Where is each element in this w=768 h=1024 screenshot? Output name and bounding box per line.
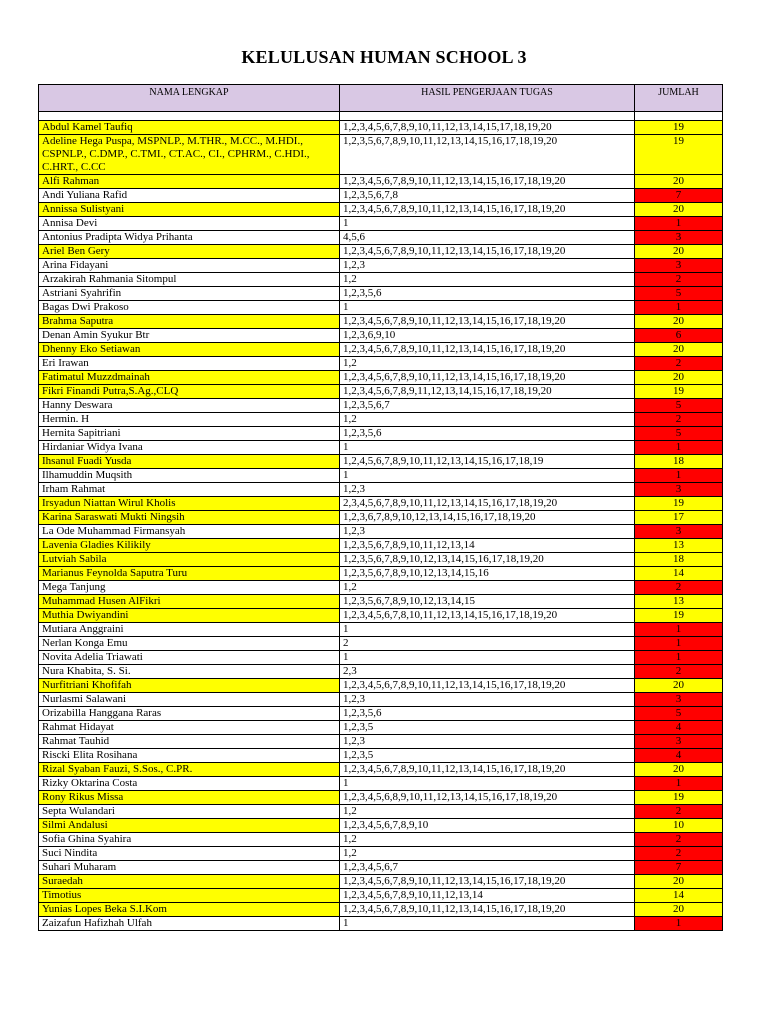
table-row [39,721,723,735]
cell-total: 2 [635,413,723,427]
cell-tasks: 1,2,3,4,5,6,7,8,9,10,11,12,13,14,15,16,17,18,19,20 [340,343,635,357]
cell-tasks: 1,2,3 [340,259,635,273]
cell-tasks: 1,2,3,5 [340,749,635,763]
cell-name: Antonius Pradipta Widya Prihanta [39,231,340,245]
cell-name: Denan Amin Syukur Btr [39,329,340,343]
cell-total: 19 [635,791,723,805]
cell-name: Muhammad Husen AlFikri [39,595,340,609]
cell-name: Ihsanul Fuadi Yusda [39,455,340,469]
cell-total: 1 [635,917,723,931]
cell-tasks: 1,2,3,4,5,6,7,8,9,10,11,12,13,14,15,16,17,18,19,20 [340,875,635,889]
cell-name: Sofia Ghina Syahira [39,833,340,847]
cell-total: 5 [635,399,723,413]
cell-total: 19 [635,121,723,135]
table-row [39,861,723,875]
cell-name: Lutviah Sabila [39,553,340,567]
results-table [38,84,723,931]
cell-tasks: 1 [340,623,635,637]
cell-total: 19 [635,609,723,623]
header-tasks: HASIL PENGERJAAN TUGAS [340,85,635,112]
cell-name: Rizal Syaban Fauzi, S.Sos., C.PR. [39,763,340,777]
cell-tasks: 1,2,3 [340,693,635,707]
cell-tasks: 1,2,3,4,5,6,7,8,9,10,11,12,13,14,15,16,17,18,19,20 [340,175,635,189]
cell-total: 1 [635,469,723,483]
table-row [39,385,723,399]
table-row [39,371,723,385]
cell-total: 19 [635,385,723,399]
cell-tasks: 1 [340,301,635,315]
table-row [39,679,723,693]
cell-name: Irsyadun Niattan Wirul Kholis [39,497,340,511]
table-row [39,623,723,637]
cell-name: Alfi Rahman [39,175,340,189]
table-row [39,875,723,889]
table-row [39,595,723,609]
cell-total: 20 [635,763,723,777]
cell-name: Fatimatul Muzzdmainah [39,371,340,385]
cell-total: 13 [635,539,723,553]
cell-tasks: 1,2,3,5,6,7,8,9,10,11,12,13,14,15,16,17,18,19,20 [340,135,635,175]
table-row [39,427,723,441]
cell-tasks: 1,2,3,4,5,6,7,8,9,10,11,12,13,14,15,17,18,19,20 [340,121,635,135]
cell-total: 1 [635,441,723,455]
cell-total: 20 [635,315,723,329]
cell-name: Abdul Kamel Taufiq [39,121,340,135]
cell-name: Novita Adelia Triawati [39,651,340,665]
table-row [39,217,723,231]
table-row [39,231,723,245]
spacer-row [39,112,723,121]
cell-name: Muthia Dwiyandini [39,609,340,623]
table-row [39,511,723,525]
cell-total: 2 [635,833,723,847]
cell-total: 1 [635,777,723,791]
cell-total: 20 [635,903,723,917]
cell-name: Arzakirah Rahmania Sitompul [39,273,340,287]
cell-tasks: 1,2,3,4,5,6,7 [340,861,635,875]
cell-name: Septa Wulandari [39,805,340,819]
cell-name: Eri Irawan [39,357,340,371]
cell-total: 20 [635,343,723,357]
cell-tasks: 1,2,3,5,6,7,8 [340,189,635,203]
cell-tasks: 1,2,3,4,5,6,7,8,9,10,11,12,13,14,15,16,17,18,19,20 [340,315,635,329]
cell-total: 1 [635,217,723,231]
table-row [39,665,723,679]
cell-name: Hanny Deswara [39,399,340,413]
cell-tasks: 1 [340,917,635,931]
table-row [39,399,723,413]
cell-name: Nerlan Konga Emu [39,637,340,651]
cell-tasks: 1,2 [340,581,635,595]
cell-total: 18 [635,455,723,469]
cell-name: Suci Nindita [39,847,340,861]
cell-total: 14 [635,567,723,581]
page-title: KELULUSAN HUMAN SCHOOL 3 [241,47,527,67]
table-row [39,609,723,623]
cell-total: 17 [635,511,723,525]
table-row [39,749,723,763]
cell-name: Mega Tanjung [39,581,340,595]
table-header-row [39,85,723,112]
cell-name: Annisa Devi [39,217,340,231]
cell-total: 5 [635,707,723,721]
table-row [39,413,723,427]
cell-name: Ilhamuddin Muqsith [39,469,340,483]
cell-name: Mutiara Anggraini [39,623,340,637]
table-row [39,259,723,273]
table-row [39,469,723,483]
cell-total: 2 [635,581,723,595]
cell-total: 19 [635,135,723,175]
cell-name: Annissa Sulistyani [39,203,340,217]
table-row [39,847,723,861]
table-row [39,539,723,553]
cell-total: 5 [635,427,723,441]
cell-total: 2 [635,805,723,819]
cell-tasks: 1,2 [340,273,635,287]
cell-tasks: 1,2,3,4,5,6,7,8,9,10,11,12,13,14,15,16,17,18,19,20 [340,203,635,217]
cell-name: Zaizafun Hafizhah Ulfah [39,917,340,931]
table-row [39,483,723,497]
cell-total: 4 [635,749,723,763]
table-row [39,777,723,791]
table-row [39,791,723,805]
cell-total: 1 [635,623,723,637]
cell-total: 3 [635,483,723,497]
cell-name: Nurlasmi Salawani [39,693,340,707]
cell-total: 7 [635,861,723,875]
cell-tasks: 1,2,3,5,6,7,8,9,10,12,13,14,15,16 [340,567,635,581]
cell-name: Timotius [39,889,340,903]
cell-tasks: 1,2,3,4,5,6,7,8,9,10,11,12,13,14 [340,889,635,903]
table-row [39,525,723,539]
cell-name: Marianus Feynolda Saputra Turu [39,567,340,581]
cell-name: Dhenny Eko Setiawan [39,343,340,357]
table-body [39,112,723,931]
table-row [39,903,723,917]
cell-tasks: 1 [340,217,635,231]
table-row [39,497,723,511]
table-row [39,763,723,777]
cell-name: Nurfitriani Khofifah [39,679,340,693]
cell-tasks: 1,2,3,4,5,6,7,8,9,10,11,12,13,14,15,16,17,18,19,20 [340,371,635,385]
cell-name: Suraedah [39,875,340,889]
cell-total: 1 [635,637,723,651]
cell-total: 3 [635,259,723,273]
cell-tasks: 1,2 [340,847,635,861]
table-row [39,287,723,301]
table-row [39,707,723,721]
cell-name: Lavenia Gladies Kilikily [39,539,340,553]
cell-total: 5 [635,287,723,301]
cell-tasks: 2,3 [340,665,635,679]
cell-total: 10 [635,819,723,833]
cell-name: Andi Yuliana Rafid [39,189,340,203]
cell-name: Brahma Saputra [39,315,340,329]
cell-total: 2 [635,847,723,861]
table-row [39,121,723,135]
cell-total: 14 [635,889,723,903]
table-row [39,245,723,259]
table-row [39,135,723,175]
cell-tasks: 2,3,4,5,6,7,8,9,10,11,12,13,14,15,16,17,18,19,20 [340,497,635,511]
table-row [39,175,723,189]
cell-total: 2 [635,665,723,679]
cell-total: 1 [635,301,723,315]
table-row [39,441,723,455]
cell-tasks: 1,2,3,6,9,10 [340,329,635,343]
cell-name: Bagas Dwi Prakoso [39,301,340,315]
cell-tasks: 1,2,3,4,5,6,7,8,9,10,11,12,13,14,15,16,17,18,19,20 [340,903,635,917]
cell-total: 13 [635,595,723,609]
cell-total: 1 [635,651,723,665]
table-row [39,203,723,217]
cell-name: Nura Khabita, S. Si. [39,665,340,679]
cell-name: Ariel Ben Gery [39,245,340,259]
cell-name: Rahmat Tauhid [39,735,340,749]
cell-total: 7 [635,189,723,203]
cell-tasks: 1,2 [340,805,635,819]
cell-tasks: 1,2,3,5 [340,721,635,735]
cell-name: Suhari Muharam [39,861,340,875]
cell-tasks: 4,5,6 [340,231,635,245]
cell-tasks: 1,2,3,4,5,6,7,8,9,10,11,12,13,14,15,16,17,18,19,20 [340,763,635,777]
cell-tasks: 1 [340,441,635,455]
cell-total: 3 [635,735,723,749]
table-row [39,735,723,749]
cell-tasks: 1,2,3,6,7,8,9,10,12,13,14,15,16,17,18,19,20 [340,511,635,525]
cell-tasks: 1,2,3 [340,525,635,539]
cell-total: 6 [635,329,723,343]
table-row [39,553,723,567]
cell-tasks: 1,2 [340,357,635,371]
cell-tasks: 1,2,3,4,5,6,7,8,9,10,11,12,13,14,15,16,17,18,19,20 [340,679,635,693]
cell-tasks: 1,2,3,5,6,7,8,9,10,12,13,14,15,16,17,18,19,20 [340,553,635,567]
cell-total: 20 [635,679,723,693]
table-row [39,189,723,203]
cell-tasks: 1,2,3,5,6,7 [340,399,635,413]
table-row [39,329,723,343]
cell-name: Astriani Syahrifin [39,287,340,301]
table-row [39,889,723,903]
cell-name: Adeline Hega Puspa, MSPNLP., M.THR., M.CC., M.HDI., CSPNLP., C.DMP., C.TMI., CT.AC., CI., CPHRM., C.HDI., C.HRT., C.CC [39,135,340,175]
table-row [39,693,723,707]
table-row [39,805,723,819]
cell-name: Rahmat Hidayat [39,721,340,735]
cell-tasks: 1,2,4,5,6,7,8,9,10,11,12,13,14,15,16,17,18,19 [340,455,635,469]
cell-tasks: 1,2 [340,833,635,847]
cell-name: Silmi Andalusi [39,819,340,833]
cell-name: Riscki Elita Rosihana [39,749,340,763]
header-name: NAMA LENGKAP [39,85,340,112]
table-row [39,301,723,315]
cell-name: Irham Rahmat [39,483,340,497]
table-row [39,833,723,847]
cell-tasks: 1,2,3,5,6,7,8,9,10,12,13,14,15 [340,595,635,609]
cell-tasks: 1,2,3,5,6,7,8,9,10,11,12,13,14 [340,539,635,553]
cell-name: Hernita Sapitriani [39,427,340,441]
cell-tasks: 1,2,3,5,6 [340,707,635,721]
cell-tasks: 1,2,3 [340,735,635,749]
cell-tasks: 1,2 [340,413,635,427]
cell-total: 3 [635,693,723,707]
cell-tasks: 1,2,3,5,6 [340,287,635,301]
cell-tasks: 1,2,3,4,5,6,7,8,9,10 [340,819,635,833]
cell-name: La Ode Muhammad Firmansyah [39,525,340,539]
cell-total: 20 [635,175,723,189]
table-row [39,315,723,329]
cell-total: 20 [635,203,723,217]
cell-name: Orizabilla Hanggana Raras [39,707,340,721]
cell-total: 20 [635,371,723,385]
cell-total: 3 [635,525,723,539]
table-row [39,455,723,469]
cell-name: Hirdaniar Widya Ivana [39,441,340,455]
cell-tasks: 1 [340,651,635,665]
table-row [39,357,723,371]
cell-total: 4 [635,721,723,735]
cell-name: Arina Fidayani [39,259,340,273]
cell-name: Fikri Finandi Putra,S.Ag.,CLQ [39,385,340,399]
cell-tasks: 1,2,3,4,5,6,8,9,10,11,12,13,14,15,16,17,18,19,20 [340,791,635,805]
header-total: JUMLAH [635,85,723,112]
table-row [39,581,723,595]
cell-tasks: 1,2,3,4,5,6,7,8,10,11,12,13,14,15,16,17,18,19,20 [340,609,635,623]
cell-tasks: 1 [340,469,635,483]
cell-name: Rizky Oktarina Costa [39,777,340,791]
table-row [39,819,723,833]
cell-total: 18 [635,553,723,567]
cell-tasks: 1,2,3 [340,483,635,497]
cell-name: Hermin. H [39,413,340,427]
table-row [39,637,723,651]
cell-total: 20 [635,245,723,259]
table-row [39,343,723,357]
table-row [39,651,723,665]
cell-total: 2 [635,273,723,287]
cell-tasks: 2 [340,637,635,651]
cell-name: Karina Saraswati Mukti Ningsih [39,511,340,525]
cell-tasks: 1,2,3,5,6 [340,427,635,441]
table-row [39,273,723,287]
cell-total: 19 [635,497,723,511]
cell-tasks: 1,2,3,4,5,6,7,8,9,10,11,12,13,14,15,16,17,18,19,20 [340,245,635,259]
cell-tasks: 1,2,3,4,5,6,7,8,9,11,12,13,14,15,16,17,18,19,20 [340,385,635,399]
cell-tasks: 1 [340,777,635,791]
cell-total: 2 [635,357,723,371]
cell-name: Rony Rikus Missa [39,791,340,805]
cell-total: 20 [635,875,723,889]
table-row [39,567,723,581]
cell-total: 3 [635,231,723,245]
table-row [39,917,723,931]
cell-name: Yunias Lopes Beka S.I.Kom [39,903,340,917]
